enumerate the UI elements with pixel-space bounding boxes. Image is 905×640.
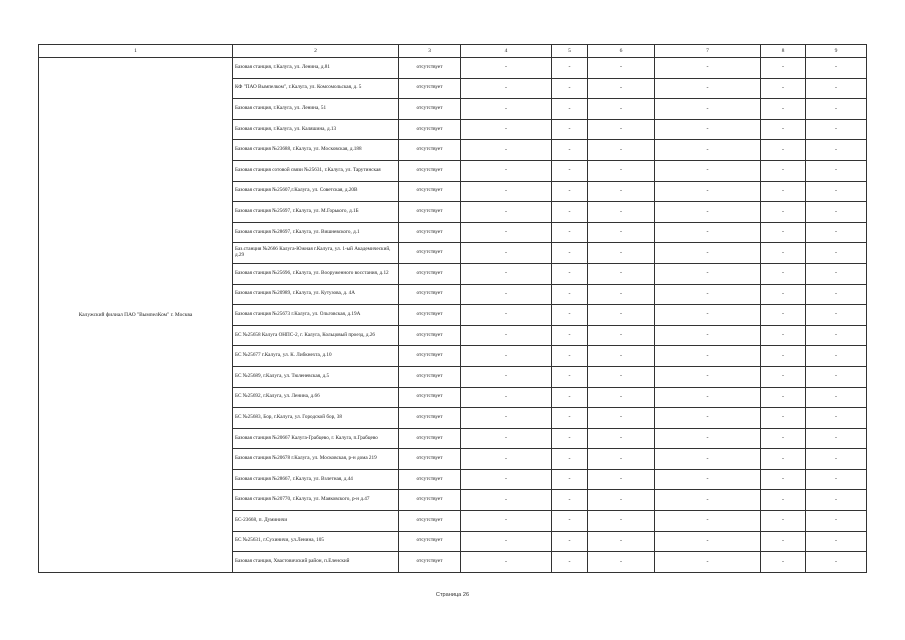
empty-value-dash: - <box>761 469 806 490</box>
empty-value-dash: - <box>552 428 588 449</box>
facility-description: Базовая станция №28667, г.Калуга, ул. Взлетная, д.44 <box>233 469 399 490</box>
empty-value-dash: - <box>461 99 552 120</box>
empty-value-dash: - <box>761 449 806 470</box>
owner-cell: Калужский филиал ПАО "ВымпелКом" г. Москва <box>39 58 233 573</box>
empty-value-dash: - <box>552 99 588 120</box>
empty-value-dash: - <box>552 160 588 181</box>
facility-status: отсутствует <box>399 119 461 140</box>
facility-description: БС-23668, п. Думиничи <box>233 511 399 532</box>
empty-value-dash: - <box>588 366 655 387</box>
empty-value-dash: - <box>761 531 806 552</box>
empty-value-dash: - <box>552 325 588 346</box>
column-header: 3 <box>399 45 461 58</box>
empty-value-dash: - <box>461 160 552 181</box>
empty-value-dash: - <box>806 305 867 326</box>
empty-value-dash: - <box>588 243 655 264</box>
empty-value-dash: - <box>761 78 806 99</box>
empty-value-dash: - <box>806 408 867 429</box>
empty-value-dash: - <box>655 284 761 305</box>
empty-value-dash: - <box>461 202 552 223</box>
empty-value-dash: - <box>655 531 761 552</box>
table-row <box>39 58 867 79</box>
facility-status: отсутствует <box>399 366 461 387</box>
empty-value-dash: - <box>806 140 867 161</box>
empty-value-dash: - <box>761 243 806 264</box>
empty-value-dash: - <box>552 531 588 552</box>
empty-value-dash: - <box>761 552 806 573</box>
page-number: Страница 26 <box>435 592 470 598</box>
facility-description: Базовая станция №25607,г.Калуга, ул. Советская, д.20В <box>233 181 399 202</box>
empty-value-dash: - <box>655 449 761 470</box>
facility-description: Базовая станция №23688, г.Калуга, ул. Московская, д.188 <box>233 140 399 161</box>
empty-value-dash: - <box>806 428 867 449</box>
empty-value-dash: - <box>655 490 761 511</box>
empty-value-dash: - <box>761 490 806 511</box>
empty-value-dash: - <box>806 531 867 552</box>
empty-value-dash: - <box>761 284 806 305</box>
facility-description: Базовая станция, г.Калуга, ул. Каляшина, д.13 <box>233 119 399 140</box>
facility-description: Базовая станция №25696, г.Калуга, ул. Вооруженного восстания, д.12 <box>233 263 399 284</box>
header-row <box>39 45 867 58</box>
empty-value-dash: - <box>761 387 806 408</box>
empty-value-dash: - <box>461 243 552 264</box>
empty-value-dash: - <box>552 78 588 99</box>
empty-value-dash: - <box>761 263 806 284</box>
column-header: 8 <box>761 45 806 58</box>
empty-value-dash: - <box>552 469 588 490</box>
empty-value-dash: - <box>588 531 655 552</box>
empty-value-dash: - <box>806 325 867 346</box>
empty-value-dash: - <box>761 428 806 449</box>
facility-status: отсутствует <box>399 511 461 532</box>
empty-value-dash: - <box>655 428 761 449</box>
facility-status: отсутствует <box>399 346 461 367</box>
empty-value-dash: - <box>588 160 655 181</box>
empty-value-dash: - <box>588 387 655 408</box>
empty-value-dash: - <box>588 119 655 140</box>
empty-value-dash: - <box>806 469 867 490</box>
facility-description: БС №25658 Калуга ОНПС-2, г. Калуга, Кольцовый проезд, д.26 <box>233 325 399 346</box>
empty-value-dash: - <box>655 243 761 264</box>
facility-description: Базовая станция сотовой связи №25631, г.Калуга, ул. Тарутинская <box>233 160 399 181</box>
facility-description: БС №25689, г.Калуга, ул. Тюленевская, д.5 <box>233 366 399 387</box>
empty-value-dash: - <box>655 202 761 223</box>
empty-value-dash: - <box>655 387 761 408</box>
empty-value-dash: - <box>552 366 588 387</box>
empty-value-dash: - <box>588 469 655 490</box>
empty-value-dash: - <box>655 58 761 79</box>
empty-value-dash: - <box>761 119 806 140</box>
empty-value-dash: - <box>588 99 655 120</box>
column-header: 9 <box>806 45 867 58</box>
column-header: 5 <box>552 45 588 58</box>
empty-value-dash: - <box>461 366 552 387</box>
empty-value-dash: - <box>761 58 806 79</box>
empty-value-dash: - <box>588 428 655 449</box>
empty-value-dash: - <box>806 78 867 99</box>
empty-value-dash: - <box>655 263 761 284</box>
empty-value-dash: - <box>461 222 552 243</box>
facility-status: отсутствует <box>399 325 461 346</box>
empty-value-dash: - <box>461 263 552 284</box>
empty-value-dash: - <box>461 181 552 202</box>
empty-value-dash: - <box>588 263 655 284</box>
empty-value-dash: - <box>806 243 867 264</box>
facility-description: Базовая станция №25673 г.Калуга, ул. Ольговская, д.19А <box>233 305 399 326</box>
empty-value-dash: - <box>761 160 806 181</box>
empty-value-dash: - <box>461 284 552 305</box>
empty-value-dash: - <box>806 387 867 408</box>
empty-value-dash: - <box>655 140 761 161</box>
empty-value-dash: - <box>588 449 655 470</box>
empty-value-dash: - <box>761 181 806 202</box>
facility-status: отсутствует <box>399 490 461 511</box>
facility-status: отсутствует <box>399 284 461 305</box>
empty-value-dash: - <box>588 58 655 79</box>
facility-status: отсутствует <box>399 469 461 490</box>
facility-status: отсутствует <box>399 99 461 120</box>
facility-status: отсутствует <box>399 78 461 99</box>
empty-value-dash: - <box>806 222 867 243</box>
empty-value-dash: - <box>552 202 588 223</box>
empty-value-dash: - <box>588 78 655 99</box>
empty-value-dash: - <box>655 160 761 181</box>
empty-value-dash: - <box>655 99 761 120</box>
facility-description: Базовая станция №20989, г.Калуга, ул. Кутузова, д. 4А <box>233 284 399 305</box>
empty-value-dash: - <box>761 346 806 367</box>
facility-description: Базовая станция №20678 г.Калуга, ул. Московская, р-н дома 219 <box>233 449 399 470</box>
empty-value-dash: - <box>588 305 655 326</box>
facility-status: отсутствует <box>399 531 461 552</box>
column-header: 2 <box>233 45 399 58</box>
empty-value-dash: - <box>588 181 655 202</box>
empty-value-dash: - <box>655 346 761 367</box>
empty-value-dash: - <box>552 346 588 367</box>
empty-value-dash: - <box>655 408 761 429</box>
empty-value-dash: - <box>588 202 655 223</box>
empty-value-dash: - <box>552 408 588 429</box>
column-header: 6 <box>588 45 655 58</box>
empty-value-dash: - <box>655 78 761 99</box>
facility-description: БС №25683, Бор, г.Калуга, ул. Городской бор, 38 <box>233 408 399 429</box>
facility-status: отсутствует <box>399 387 461 408</box>
facility-description: Базовая станция, Хвастовичский район, п.Еленский <box>233 552 399 573</box>
empty-value-dash: - <box>655 511 761 532</box>
empty-value-dash: - <box>806 119 867 140</box>
empty-value-dash: - <box>461 346 552 367</box>
empty-value-dash: - <box>761 366 806 387</box>
empty-value-dash: - <box>761 325 806 346</box>
empty-value-dash: - <box>655 119 761 140</box>
facility-status: отсутствует <box>399 222 461 243</box>
facility-description: КФ "ПАО Вымпелком", г.Калуга, ул. Комсомольская, д. 5 <box>233 78 399 99</box>
empty-value-dash: - <box>655 222 761 243</box>
empty-value-dash: - <box>761 202 806 223</box>
facility-status: отсутствует <box>399 449 461 470</box>
empty-value-dash: - <box>552 449 588 470</box>
empty-value-dash: - <box>461 140 552 161</box>
empty-value-dash: - <box>552 387 588 408</box>
empty-value-dash: - <box>806 346 867 367</box>
empty-value-dash: - <box>552 284 588 305</box>
empty-value-dash: - <box>552 119 588 140</box>
facility-status: отсутствует <box>399 263 461 284</box>
empty-value-dash: - <box>461 469 552 490</box>
facility-status: отсутствует <box>399 305 461 326</box>
empty-value-dash: - <box>461 552 552 573</box>
empty-value-dash: - <box>552 552 588 573</box>
empty-value-dash: - <box>806 284 867 305</box>
empty-value-dash: - <box>655 325 761 346</box>
empty-value-dash: - <box>806 202 867 223</box>
empty-value-dash: - <box>655 552 761 573</box>
empty-value-dash: - <box>552 511 588 532</box>
facility-status: отсутствует <box>399 181 461 202</box>
empty-value-dash: - <box>552 181 588 202</box>
facility-status: отсутствует <box>399 140 461 161</box>
empty-value-dash: - <box>588 511 655 532</box>
empty-value-dash: - <box>552 222 588 243</box>
empty-value-dash: - <box>461 119 552 140</box>
facility-description: Базовая станция №28697, г.Калуга, ул. Вишневского, д.1 <box>233 222 399 243</box>
table-body <box>39 58 867 573</box>
facility-description: Базовая станция №20667 Калуга-Грабцево, г. Калуга, п.Грабцево <box>233 428 399 449</box>
empty-value-dash: - <box>655 469 761 490</box>
empty-value-dash: - <box>588 284 655 305</box>
empty-value-dash: - <box>761 140 806 161</box>
empty-value-dash: - <box>806 58 867 79</box>
empty-value-dash: - <box>655 305 761 326</box>
facility-status: отсутствует <box>399 408 461 429</box>
empty-value-dash: - <box>588 222 655 243</box>
empty-value-dash: - <box>552 305 588 326</box>
facility-status: отсутствует <box>399 202 461 223</box>
facility-description: БС №25692, г.Калуга, ул. Ленина, д.66 <box>233 387 399 408</box>
empty-value-dash: - <box>761 305 806 326</box>
empty-value-dash: - <box>461 305 552 326</box>
empty-value-dash: - <box>588 325 655 346</box>
column-header: 4 <box>461 45 552 58</box>
empty-value-dash: - <box>806 511 867 532</box>
column-header: 7 <box>655 45 761 58</box>
facility-status: отсутствует <box>399 160 461 181</box>
empty-value-dash: - <box>806 263 867 284</box>
column-header: 1 <box>39 45 233 58</box>
empty-value-dash: - <box>552 140 588 161</box>
empty-value-dash: - <box>552 263 588 284</box>
empty-value-dash: - <box>588 346 655 367</box>
empty-value-dash: - <box>806 490 867 511</box>
empty-value-dash: - <box>806 99 867 120</box>
facility-description: Баз.станция №2666 Калуга-Южная г.Калуга, ул. 1-ый Академический, д.29 <box>233 243 399 264</box>
facility-status: отсутствует <box>399 428 461 449</box>
facility-description: Базовая станция №25697, г.Калуга, ул. М.Горького, д.1Б <box>233 202 399 223</box>
empty-value-dash: - <box>806 366 867 387</box>
empty-value-dash: - <box>552 243 588 264</box>
empty-value-dash: - <box>461 511 552 532</box>
empty-value-dash: - <box>588 552 655 573</box>
facility-description: БС №25677 г.Калуга, ул. К. Либкнехта, д.10 <box>233 346 399 367</box>
facility-status: отсутствует <box>399 552 461 573</box>
empty-value-dash: - <box>588 408 655 429</box>
empty-value-dash: - <box>806 449 867 470</box>
empty-value-dash: - <box>761 408 806 429</box>
empty-value-dash: - <box>461 78 552 99</box>
empty-value-dash: - <box>461 325 552 346</box>
empty-value-dash: - <box>552 58 588 79</box>
empty-value-dash: - <box>588 490 655 511</box>
empty-value-dash: - <box>461 449 552 470</box>
empty-value-dash: - <box>761 99 806 120</box>
empty-value-dash: - <box>461 428 552 449</box>
facilities-table <box>38 44 867 573</box>
empty-value-dash: - <box>806 552 867 573</box>
facility-description: Базовая станция, г.Калуга, ул. Ленина, 51 <box>233 99 399 120</box>
empty-value-dash: - <box>761 511 806 532</box>
empty-value-dash: - <box>552 490 588 511</box>
empty-value-dash: - <box>588 140 655 161</box>
empty-value-dash: - <box>655 181 761 202</box>
empty-value-dash: - <box>461 531 552 552</box>
empty-value-dash: - <box>461 58 552 79</box>
empty-value-dash: - <box>655 366 761 387</box>
empty-value-dash: - <box>461 408 552 429</box>
empty-value-dash: - <box>806 181 867 202</box>
facility-status: отсутствует <box>399 58 461 79</box>
facility-description: БС №25631, г.Сухиничи, ул.Ленина, 105 <box>233 531 399 552</box>
facility-status: отсутствует <box>399 243 461 264</box>
empty-value-dash: - <box>461 490 552 511</box>
empty-value-dash: - <box>806 160 867 181</box>
empty-value-dash: - <box>461 387 552 408</box>
facility-description: Базовая станция №20770, г.Калуга, ул. Маяковского, р-н д.47 <box>233 490 399 511</box>
facility-description: Базовая станция, г.Калуга, ул. Ленина, д.81 <box>233 58 399 79</box>
empty-value-dash: - <box>761 222 806 243</box>
